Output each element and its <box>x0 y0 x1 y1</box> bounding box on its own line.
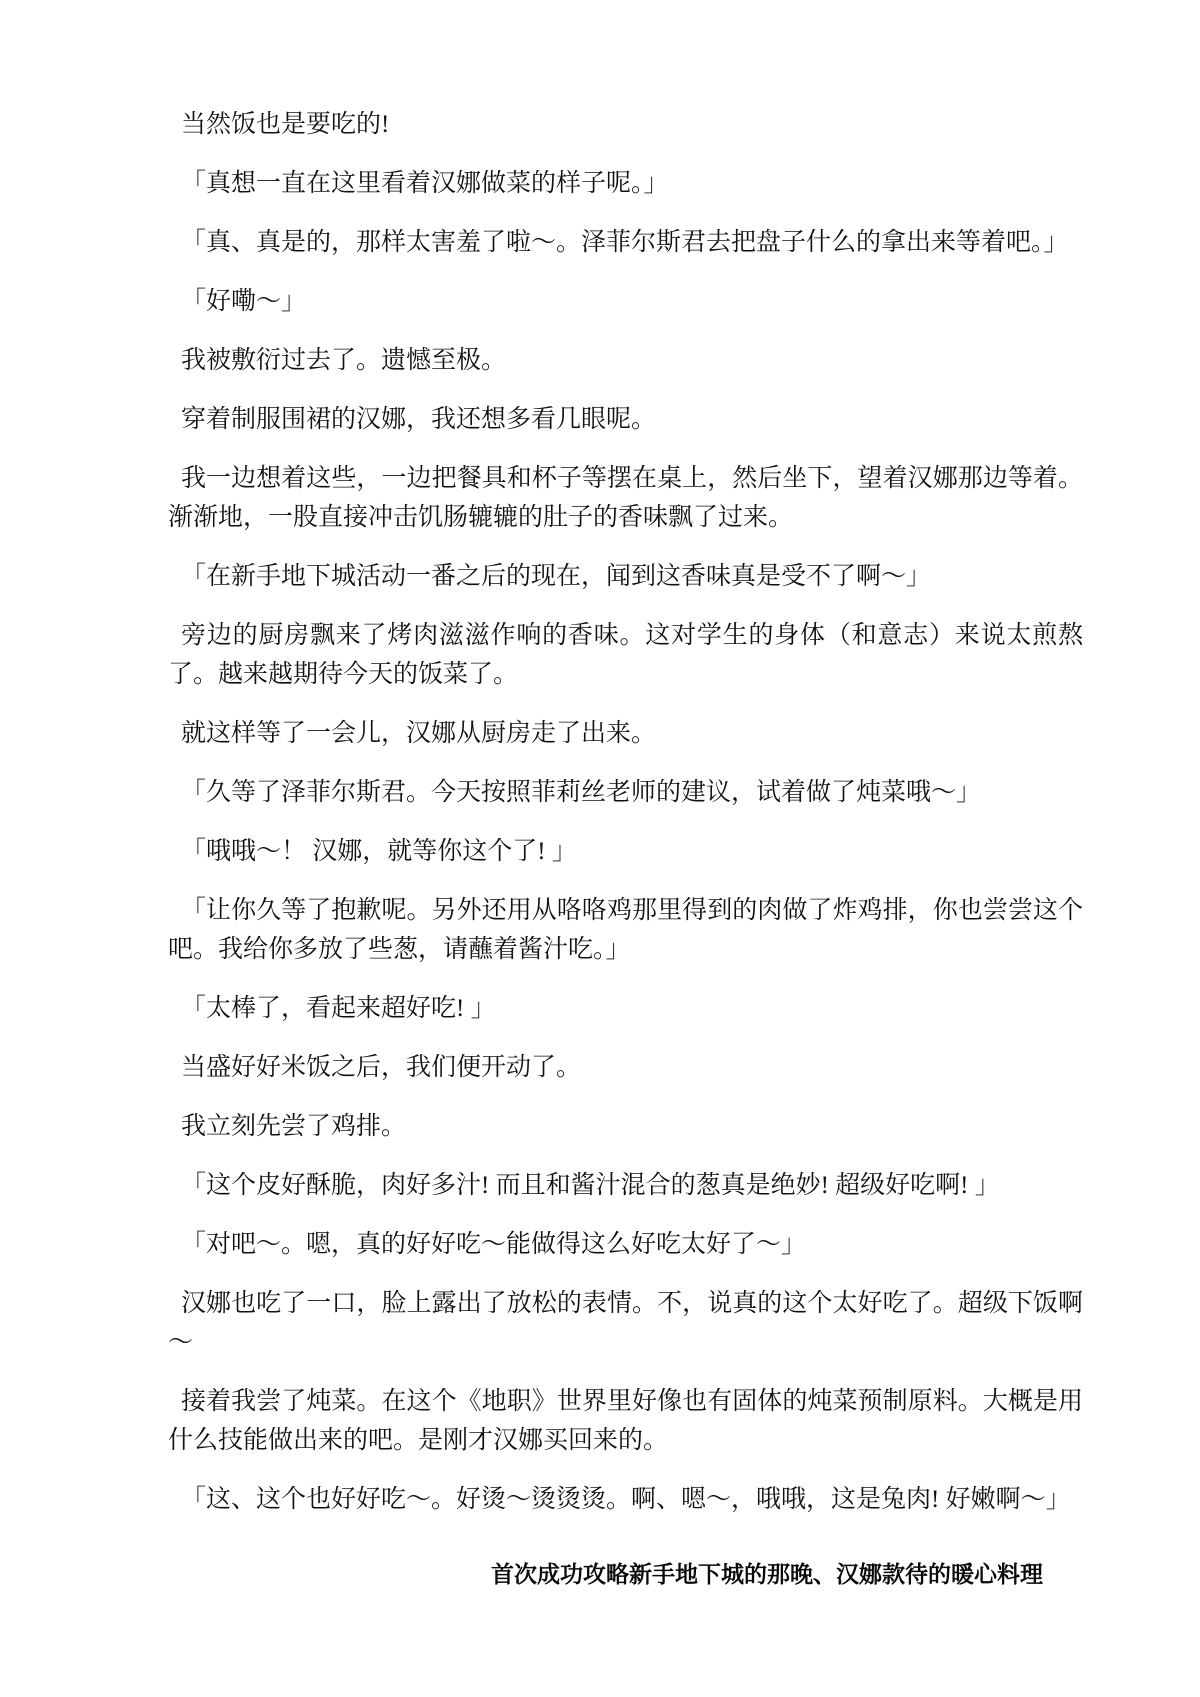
dialogue-paragraph: 「这、这个也好好吃～。好烫～烫烫烫。啊、嗯～，哦哦，这是兔肉! 好嫩啊～」 <box>181 1486 1071 1513</box>
dialogue-paragraph: 「久等了泽菲尔斯君。今天按照菲莉丝老师的建议，试着做了炖菜哦～」 <box>181 779 982 806</box>
dialogue-paragraph: 「让你久等了抱歉呢。另外还用从咯咯鸡那里得到的肉做了炸鸡排，你也尝尝这个吧。我给你多放了些葱，请蘸着酱汁吃。」 <box>168 897 1083 963</box>
dialogue-paragraph: 「在新手地下城活动一番之后的现在，闻到这香味真是受不了啊～」 <box>181 563 932 590</box>
paragraph: 我立刻先尝了鸡排。 <box>181 1113 407 1140</box>
dialogue-paragraph: 「太棒了，看起来超好吃! 」 <box>181 995 496 1022</box>
dialogue-paragraph: 「哦哦～！ 汉娜，就等你这个了! 」 <box>181 838 577 865</box>
dialogue-paragraph: 「好嘞～」 <box>181 288 307 315</box>
paragraph: 就这样等了一会儿，汉娜从厨房走了出来。 <box>181 720 657 747</box>
paragraph: 接着我尝了炖菜。在这个《地职》世界里好像也有固体的炖菜预制原料。大概是用什么技能做出来的吧。是刚才汉娜买回来的。 <box>168 1388 1083 1454</box>
paragraph: 当盛好好米饭之后，我们便开动了。 <box>181 1054 582 1081</box>
paragraph: 汉娜也吃了一口，脸上露出了放松的表情。不，说真的这个太好吃了。超级下饭啊～ <box>168 1290 1083 1356</box>
dialogue-paragraph: 「对吧～。嗯，真的好好吃～能做得这么好吃太好了～」 <box>181 1231 807 1258</box>
dialogue-paragraph: 「这个皮好酥脆，肉好多汁! 而且和酱汁混合的葱真是绝妙! 超级好吃啊! 」 <box>181 1172 1000 1199</box>
paragraph: 我一边想着这些，一边把餐具和杯子等摆在桌上，然后坐下，望着汉娜那边等着。渐渐地，一股直接冲击饥肠辘辘的肚子的香味飘了过来。 <box>168 465 1083 531</box>
paragraph: 当然饭也是要吃的! <box>181 111 390 138</box>
paragraph: 旁边的厨房飘来了烤肉滋滋作响的香味。这对学生的身体（和意志）来说太煎熬了。越来越期待今天的饭菜了。 <box>168 622 1083 688</box>
paragraph: 我被敷衍过去了。遗憾至极。 <box>181 347 507 374</box>
paragraph: 穿着制服围裙的汉娜，我还想多看几眼呢。 <box>181 406 657 433</box>
dialogue-paragraph: 「真、真是的，那样太害羞了啦～。泽菲尔斯君去把盘子什么的拿出来等着吧。」 <box>181 229 1069 256</box>
chapter-caption: 首次成功攻略新手地下城的那晚、汉娜款待的暖心料理 <box>491 1561 1043 1587</box>
dialogue-paragraph: 「真想一直在这里看着汉娜做菜的样子呢。」 <box>181 170 669 197</box>
